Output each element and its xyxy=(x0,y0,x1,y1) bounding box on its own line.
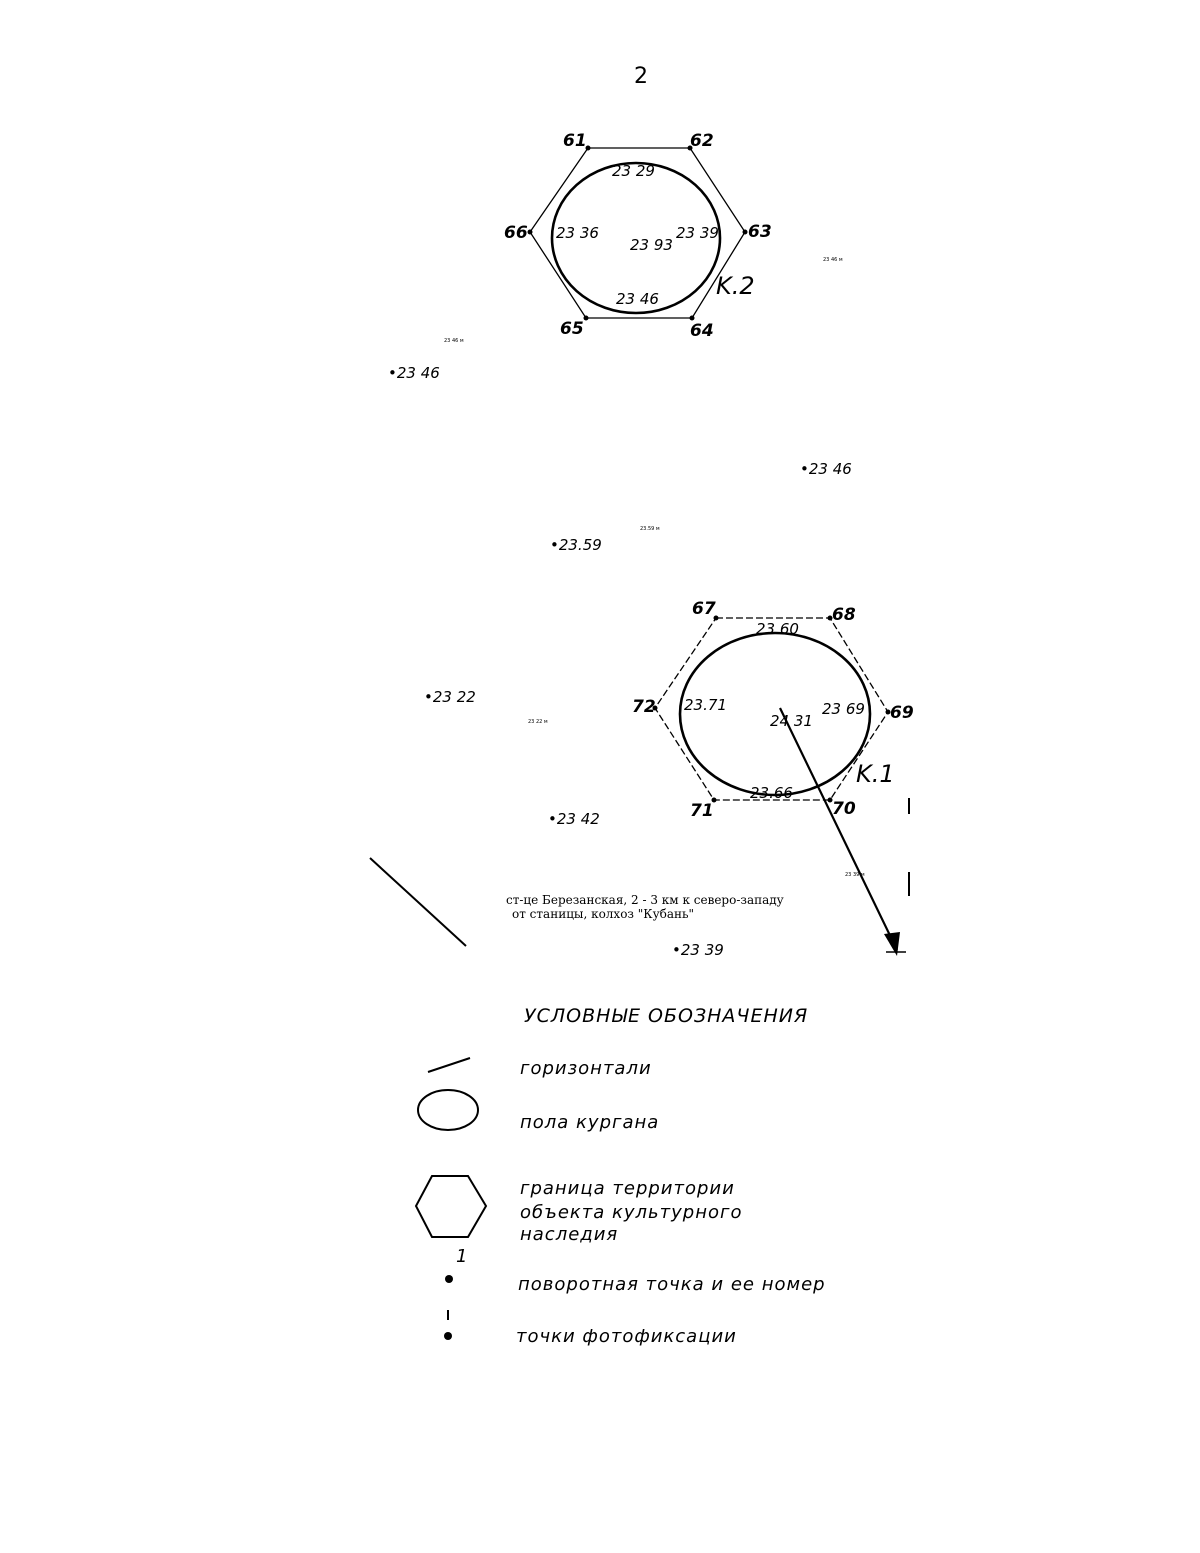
tiny-label: 23 46 м xyxy=(444,338,464,344)
point-number: 71 xyxy=(690,801,714,821)
legend-boundary-label-3: наследия xyxy=(520,1224,619,1245)
legend-boundary-label-2: объекта культурного xyxy=(520,1202,743,1223)
point-number: 72 xyxy=(632,697,656,717)
spot-height: •23 46 xyxy=(388,364,440,382)
legend-boundary-label-1: граница территории xyxy=(520,1178,735,1199)
point-number: 66 xyxy=(504,223,528,243)
turning-point-dot xyxy=(584,316,589,321)
elevation-label: 23 60 xyxy=(756,620,799,638)
elevation-label: 23 39 xyxy=(676,224,719,242)
spot-height: •23 46 xyxy=(800,460,852,478)
elevation-label: 23 93 xyxy=(630,236,673,254)
elevation-label: 23 36 xyxy=(556,224,599,242)
legend-contours-label: горизонтали xyxy=(520,1058,652,1079)
tiny-label: 23.59 м xyxy=(640,526,660,532)
legend xyxy=(416,1005,826,1347)
point-number: 67 xyxy=(692,599,716,619)
legend-turning-point-number: 1 xyxy=(456,1246,469,1267)
legend-title: УСЛОВНЫЕ ОБОЗНАЧЕНИЯ xyxy=(524,1005,809,1027)
elevation-label: 24 31 xyxy=(770,712,813,730)
spot-height: •23 42 xyxy=(548,810,600,828)
legend-mound-label: пола кургана xyxy=(520,1112,660,1133)
elevation-label: 23 69 xyxy=(822,700,865,718)
spot-height: •23 22 xyxy=(424,688,476,706)
legend-photo-label: точки фотофиксации xyxy=(516,1326,737,1347)
point-number: 69 xyxy=(890,703,914,723)
legend-mound-symbol xyxy=(418,1090,478,1130)
point-number: 62 xyxy=(690,131,714,151)
turning-point-dot xyxy=(528,230,533,235)
kurgan-label: K.2 xyxy=(716,272,755,300)
kurgan-2 xyxy=(504,131,772,341)
kurgan-1 xyxy=(632,599,914,821)
point-number: 68 xyxy=(832,605,856,625)
legend-contour-symbol xyxy=(428,1058,470,1072)
elevation-label: 23.66 xyxy=(750,784,793,802)
tiny-label: 23 39 м xyxy=(845,872,865,878)
site-caption-line-2: от станицы, колхоз "Кубань" xyxy=(512,907,695,921)
tiny-label: 23 22 м xyxy=(528,719,548,725)
spot-height: •23 39 xyxy=(672,941,724,959)
legend-boundary-symbol xyxy=(416,1176,486,1237)
legend-turning-point-label: поворотная точка и ее номер xyxy=(518,1274,826,1295)
spot-height: •23.59 xyxy=(550,536,602,554)
turning-point-dot xyxy=(690,316,695,321)
tiny-label: 23 46 м xyxy=(823,257,843,263)
spot-heights xyxy=(388,257,865,959)
elevation-label: 23 29 xyxy=(612,162,655,180)
kurgan-label: K.1 xyxy=(856,760,895,788)
point-number: 61 xyxy=(563,131,587,151)
point-number: 63 xyxy=(748,222,772,242)
elevation-label: 23.71 xyxy=(684,696,727,714)
point-number: 65 xyxy=(560,319,584,339)
site-caption-line-1: ст-це Березанская, 2 - 3 км к северо-западу xyxy=(506,893,784,907)
page-number: 2 xyxy=(634,64,648,89)
elevation-label: 23 46 xyxy=(616,290,659,308)
direction-arrow xyxy=(780,708,906,956)
legend-turning-point-symbol xyxy=(445,1275,453,1283)
point-number: 64 xyxy=(690,321,714,341)
legend-photo-symbol xyxy=(444,1332,452,1340)
turning-point-dot xyxy=(743,230,748,235)
point-number: 70 xyxy=(832,799,856,819)
contour-line xyxy=(370,858,466,946)
